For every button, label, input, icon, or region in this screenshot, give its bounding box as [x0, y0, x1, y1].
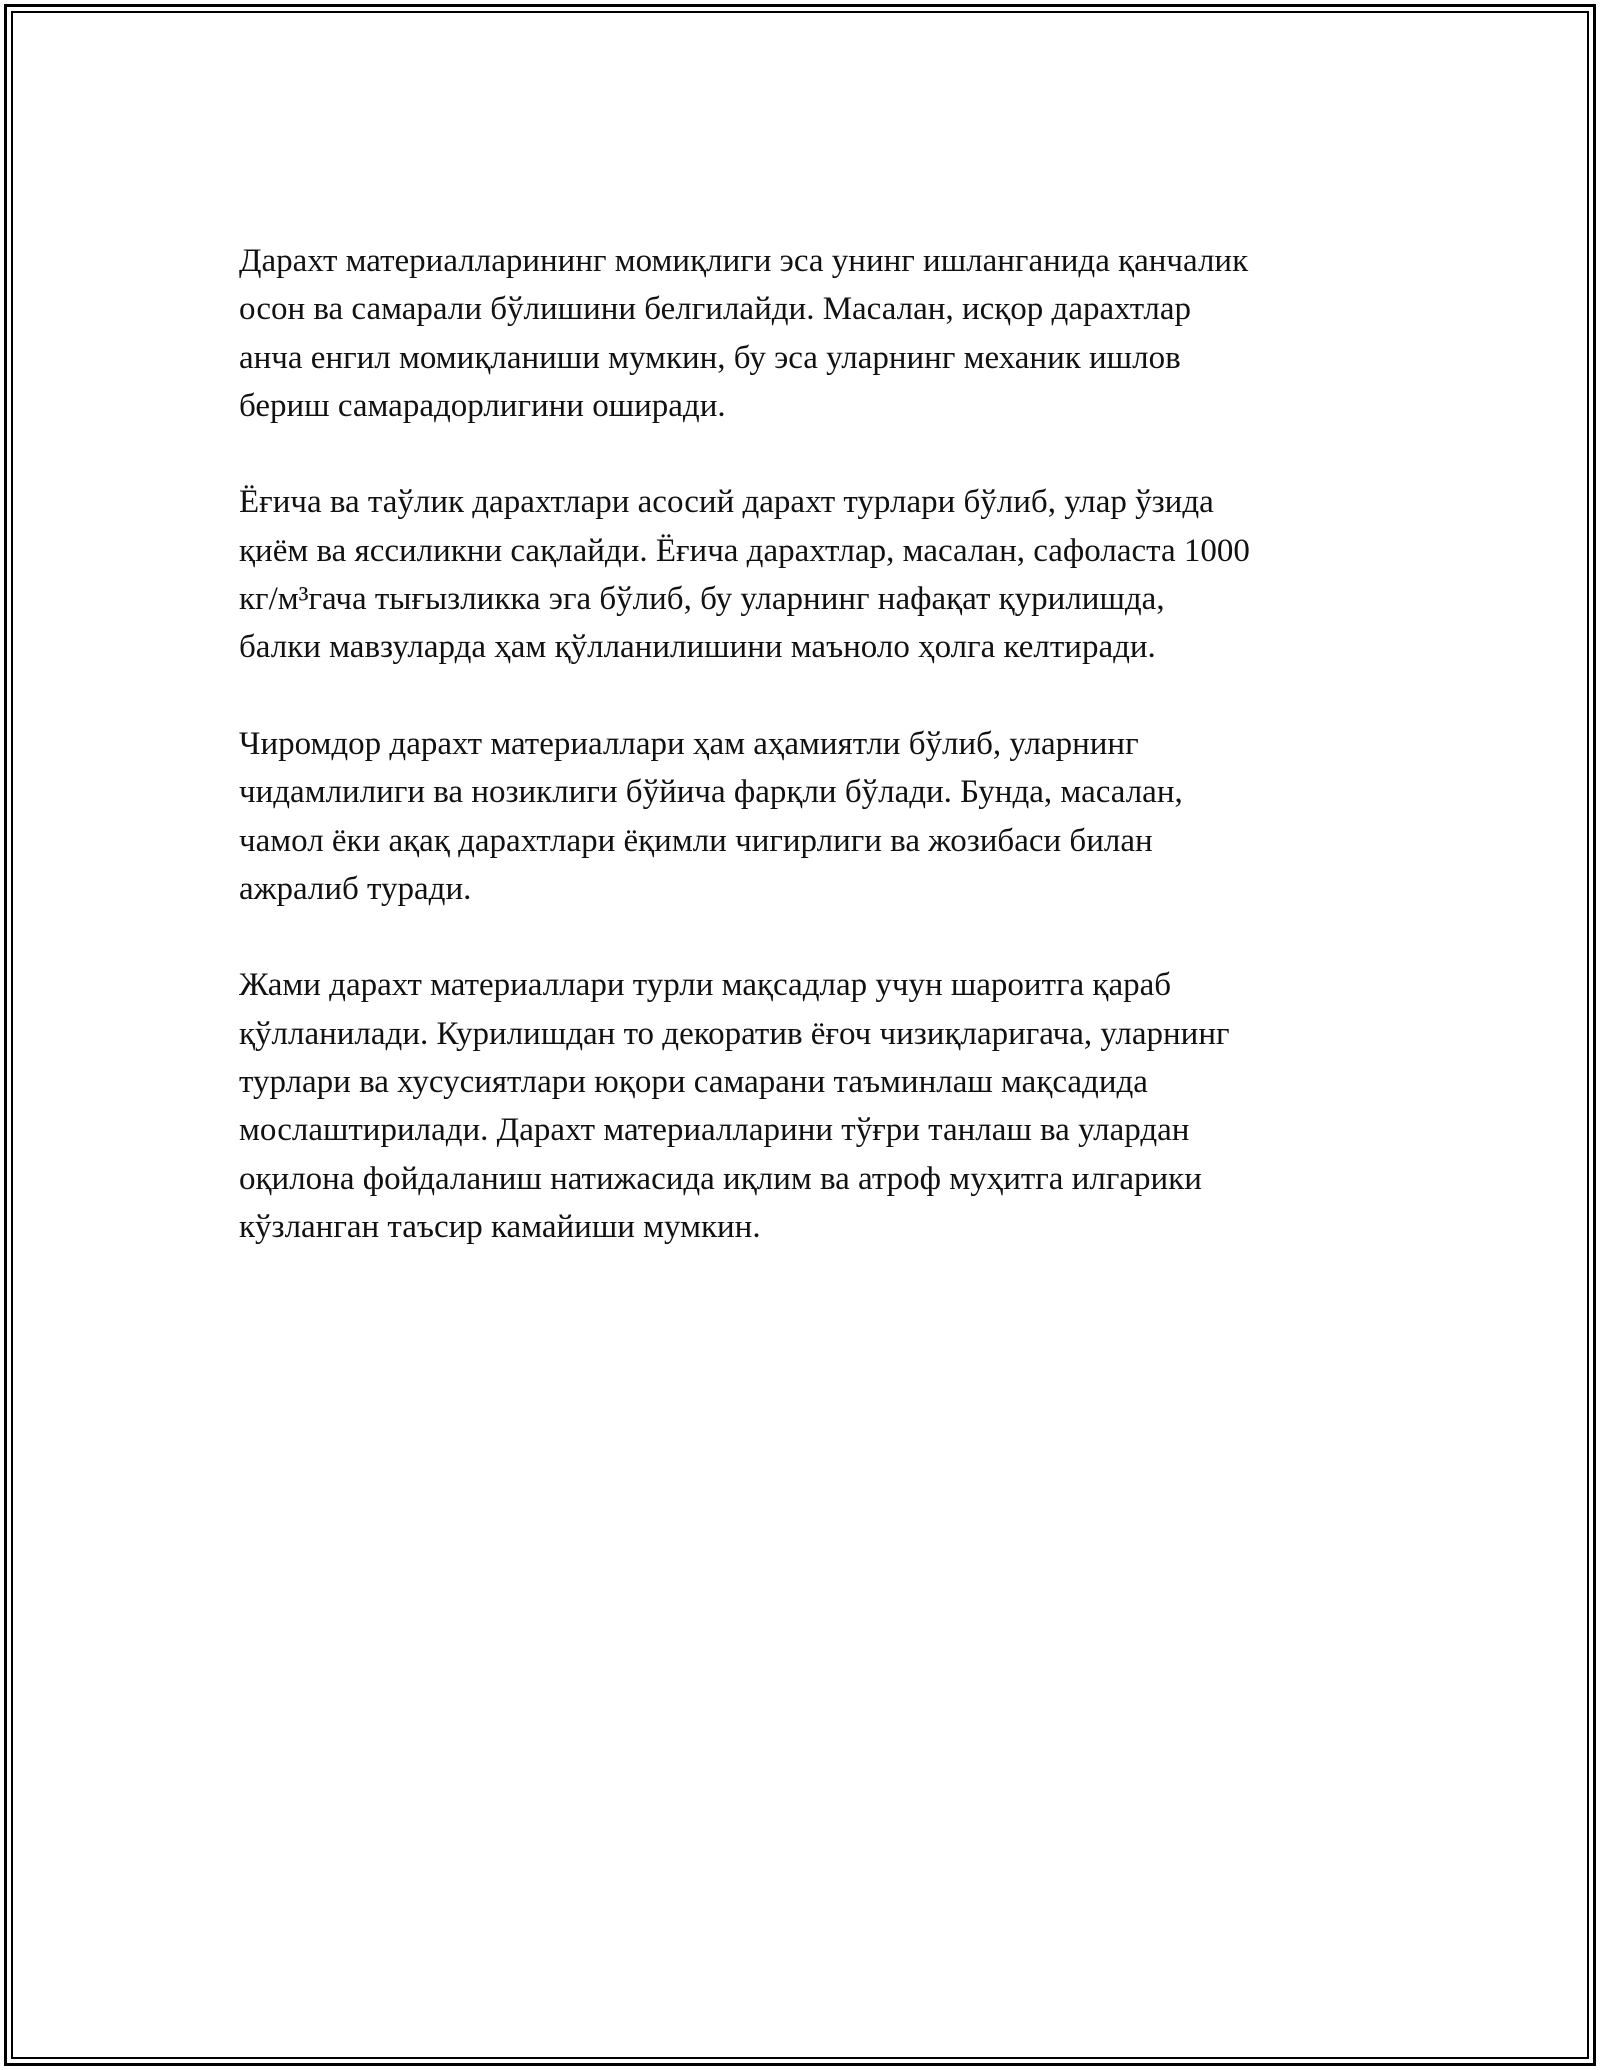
- text-line: ажралиб туради.: [239, 870, 472, 907]
- text-line: қўлланилади. Курилишдан то декоратив ёғоч чизиқларигача, уларнинг: [239, 1015, 1230, 1052]
- text-line: кг/м³гача тығызликка эга бўлиб, бу уларнинг нафақат қурилишда,: [239, 581, 1165, 618]
- text-line: оқилона фойдаланиш натижасида иқлим ва атроф муҳитга илгарики: [239, 1160, 1202, 1197]
- document-body: [239, 237, 1369, 1300]
- paragraph-1: [239, 237, 1369, 430]
- text-line: балки мавзуларда ҳам қўлланилишини маъноло ҳолга келтиради.: [239, 629, 1156, 666]
- text-line: турлари ва хусусиятлари юқори самарани таъминлаш мақсадида: [239, 1064, 1148, 1101]
- text-line: қиём ва яссиликни сақлайди. Ёғича дарахтлар, масалан, сафоласта 1000: [239, 532, 1250, 569]
- text-line: осон ва самарали бўлишини белгилайди. Масалан, исқор дарахтлар: [239, 291, 1192, 328]
- paragraph-3: [239, 720, 1369, 913]
- paragraph-4: [239, 961, 1369, 1251]
- text-line: бериш самарадорлигини оширади.: [239, 387, 726, 424]
- text-line: чидамлилиги ва нозиклиги бўйича фарқли бўлади. Бунда, масалан,: [239, 774, 1183, 811]
- text-line: кўзланган таъсир камайиши мумкин.: [239, 1208, 761, 1245]
- paragraph-2: [239, 478, 1369, 671]
- text-line: Ёғича ва таўлик дарахтлари асосий дарахт турлари бўлиб, улар ўзида: [239, 484, 1214, 521]
- text-line: Жами дарахт материаллари турли мақсадлар учун шароитга қараб: [239, 967, 1172, 1004]
- text-line: Дарахт материалларининг момиқлиги эса унинг ишланганида қанчалик: [239, 243, 1249, 279]
- text-line: анча енгил момиқланиши мумкин, бу эса уларнинг механик ишлов: [239, 339, 1181, 376]
- text-line: чамол ёки ақақ дарахтлари ёқимли чигирлиги ва жозибаси билан: [239, 822, 1153, 859]
- page-frame: [4, 4, 1596, 2066]
- text-line: Чиромдор дарахт материаллари ҳам аҳамиятли бўлиб, уларнинг: [239, 725, 1139, 762]
- text-line: мослаштирилади. Дарахт материалларини тўғри танлаш ва улардан: [239, 1112, 1190, 1149]
